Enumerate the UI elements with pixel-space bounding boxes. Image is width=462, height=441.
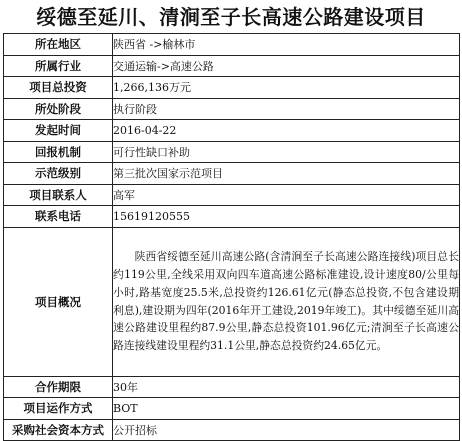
value-stage: 执行阶段 [113,98,460,120]
label-overview: 项目概况 [4,227,113,376]
label-demo-level: 示范级别 [4,163,113,185]
label-cooperation-term: 合作期限 [4,376,113,398]
label-contact-person: 项目联系人 [4,184,113,206]
project-info-table [3,33,460,441]
row-contact-person [4,184,460,206]
value-contact-person: 高军 [113,184,460,206]
value-region: 陕西省 ->榆林市 [113,34,460,56]
value-return-mechanism: 可行性缺口补助 [113,141,460,163]
label-operation-mode: 项目运作方式 [4,398,113,420]
value-demo-level: 第三批次国家示范项目 [113,163,460,185]
row-contact-phone [4,206,460,228]
label-contact-phone: 联系电话 [4,206,113,228]
value-procurement-method: 公开招标 [113,419,460,441]
row-industry [4,55,460,77]
value-operation-mode: BOT [113,398,460,420]
value-overview: 陕西省绥德至延川高速公路(含清涧至子长高速公路连接线)项目总长约119公里,全线采用双向四车道高速公路标准建设,设计速度80/公里每小时,路基宽度25.5米,总投资约126.61亿元(静态总投资,不包含建设期利息),建设期为四年(2016年开工建设,2019年竣工)。其中绥德至延川高速公路建设里程约87.9公里,静态总投资101.96亿元;清涧至子长高速公路连接线建设里程约31.1公里,静态总投资约24.65亿元。 [113,227,460,376]
row-overview [4,227,460,376]
label-region: 所在地区 [4,34,113,56]
value-total-investment: 1,266,136万元 [113,77,460,99]
row-procurement-method [4,419,460,441]
value-cooperation-term: 30年 [113,376,460,398]
label-total-investment: 项目总投资 [4,77,113,99]
row-region [4,34,460,56]
row-stage [4,98,460,120]
value-launch-date: 2016-04-22 [113,120,460,142]
value-contact-phone: 15619120555 [113,206,460,228]
row-total-investment [4,77,460,99]
row-launch-date [4,120,460,142]
label-procurement-method: 采购社会资本方式 [4,419,113,441]
label-stage: 所处阶段 [4,98,113,120]
row-demo-level [4,163,460,185]
label-industry: 所属行业 [4,55,113,77]
label-return-mechanism: 回报机制 [4,141,113,163]
document-title: 绥德至延川、清涧至子长高速公路建设项目 [36,5,426,29]
value-industry: 交通运输->高速公路 [113,55,460,77]
row-return-mechanism [4,141,460,163]
label-launch-date: 发起时间 [4,120,113,142]
row-operation-mode [4,398,460,420]
row-cooperation-term [4,376,460,398]
